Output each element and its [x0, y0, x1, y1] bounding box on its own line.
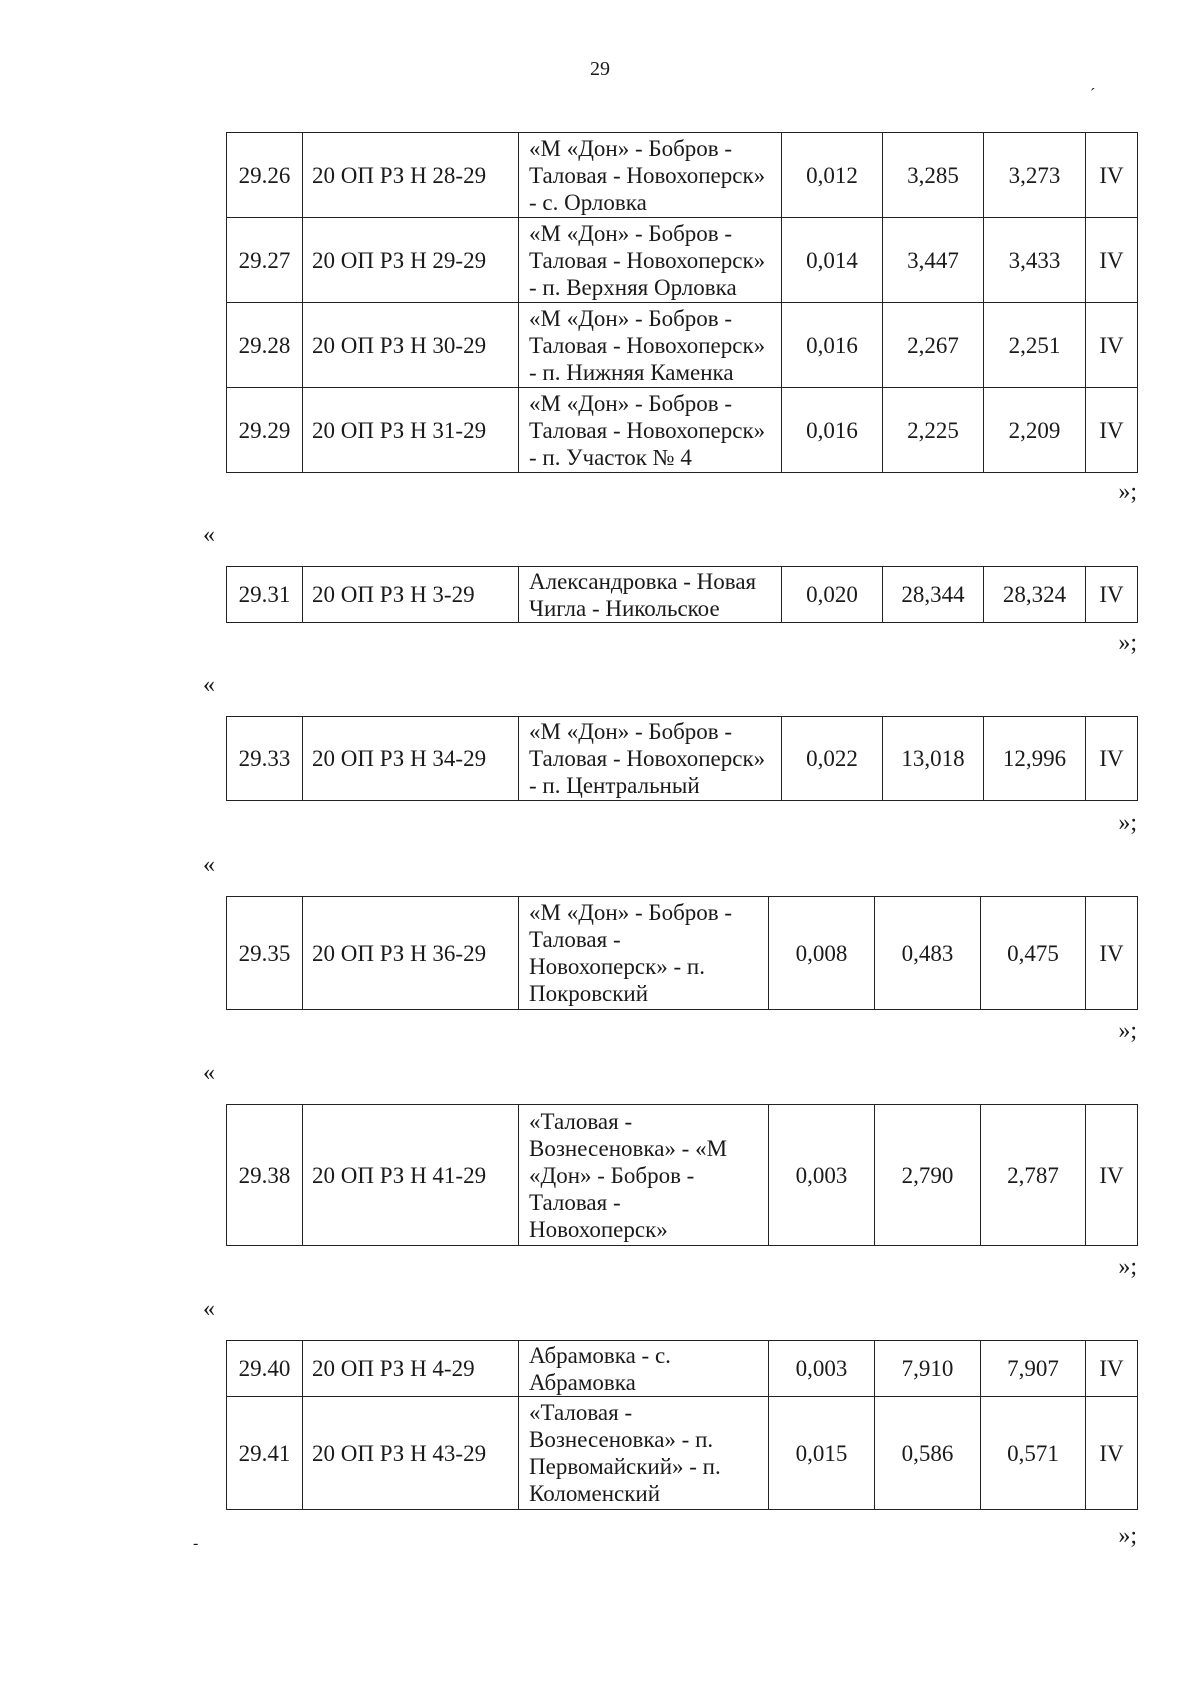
road-code: 20 ОП РЗ Н 29-29: [303, 218, 519, 303]
value-cell: 3,285: [883, 133, 984, 218]
road-name: Абрамовка - с. Абрамовка: [519, 1341, 769, 1397]
opening-quote: «: [203, 852, 215, 878]
table-row: [227, 133, 1138, 218]
row-number: 29.26: [227, 133, 303, 218]
road-name: «М «Дон» - Бобров - Таловая - Новохоперск» - п. Верхняя Орловка: [519, 218, 782, 303]
value-cell: 2,790: [875, 1105, 981, 1246]
closing-quote: »;: [1118, 1018, 1137, 1044]
value-cell: 13,018: [883, 717, 984, 801]
road-code: 20 ОП РЗ Н 41-29: [303, 1105, 519, 1246]
road-name: «Таловая - Вознесеновка» - п. Первомайский» - п. Коломенский: [519, 1397, 769, 1510]
value-cell: 0,022: [782, 717, 883, 801]
closing-quote: »;: [1118, 479, 1137, 505]
row-number: 29.38: [227, 1105, 303, 1246]
category-cell: IV: [1086, 388, 1138, 473]
table-row: [227, 897, 1138, 1010]
category-cell: IV: [1086, 717, 1138, 801]
category-cell: IV: [1086, 567, 1138, 623]
value-cell: 7,910: [875, 1341, 981, 1397]
closing-quote: »;: [1118, 630, 1137, 656]
closing-quote: »;: [1118, 810, 1137, 836]
value-cell: 2,267: [883, 303, 984, 388]
value-cell: 3,433: [984, 218, 1086, 303]
road-table: [226, 566, 1138, 623]
road-code: 20 ОП РЗ Н 28-29: [303, 133, 519, 218]
road-name: «М «Дон» - Бобров - Таловая - Новохоперск» - п. Покровский: [519, 897, 769, 1010]
road-name: «М «Дон» - Бобров - Таловая - Новохоперск» - п. Центральный: [519, 717, 782, 801]
road-code: 20 ОП РЗ Н 31-29: [303, 388, 519, 473]
road-code: 20 ОП РЗ Н 36-29: [303, 897, 519, 1010]
row-number: 29.40: [227, 1341, 303, 1397]
category-cell: IV: [1086, 218, 1138, 303]
row-number: 29.27: [227, 218, 303, 303]
opening-quote: «: [203, 1060, 215, 1086]
page-number: 29: [590, 58, 610, 80]
category-cell: IV: [1086, 897, 1138, 1010]
road-table: [226, 896, 1138, 1010]
value-cell: 28,324: [984, 567, 1086, 623]
value-cell: 0,571: [981, 1397, 1086, 1510]
table-row: [227, 567, 1138, 623]
value-cell: 2,251: [984, 303, 1086, 388]
road-code: 20 ОП РЗ Н 3-29: [303, 567, 519, 623]
value-cell: 0,003: [769, 1105, 875, 1246]
road-name: Александровка - Новая Чигла - Никольское: [519, 567, 782, 623]
opening-quote: «: [203, 522, 215, 548]
category-cell: IV: [1086, 1397, 1138, 1510]
opening-quote: «: [203, 672, 215, 698]
road-name: «М «Дон» - Бобров - Таловая - Новохоперск» - с. Орловка: [519, 133, 782, 218]
table-row: [227, 388, 1138, 473]
value-cell: 3,447: [883, 218, 984, 303]
closing-quote: »;: [1118, 1523, 1137, 1549]
value-cell: 0,020: [782, 567, 883, 623]
value-cell: 0,008: [769, 897, 875, 1010]
road-name: «Таловая - Вознесеновка» - «М «Дон» - Бобров - Таловая - Новохоперск»: [519, 1105, 769, 1246]
value-cell: 2,225: [883, 388, 984, 473]
table-row: [227, 1397, 1138, 1510]
value-cell: 2,209: [984, 388, 1086, 473]
category-cell: IV: [1086, 303, 1138, 388]
road-code: 20 ОП РЗ Н 30-29: [303, 303, 519, 388]
road-table: [226, 1340, 1138, 1510]
road-table: [226, 1104, 1138, 1246]
value-cell: 0,016: [782, 303, 883, 388]
table-row: [227, 218, 1138, 303]
road-code: 20 ОП РЗ Н 34-29: [303, 717, 519, 801]
value-cell: 0,016: [782, 388, 883, 473]
road-table: [226, 716, 1138, 801]
road-code: 20 ОП РЗ Н 43-29: [303, 1397, 519, 1510]
table-row: [227, 1341, 1138, 1397]
stray-mark: ´: [1090, 86, 1096, 103]
value-cell: 12,996: [984, 717, 1086, 801]
value-cell: 0,014: [782, 218, 883, 303]
row-number: 29.33: [227, 717, 303, 801]
row-number: 29.31: [227, 567, 303, 623]
value-cell: 3,273: [984, 133, 1086, 218]
row-number: 29.29: [227, 388, 303, 473]
value-cell: 0,003: [769, 1341, 875, 1397]
value-cell: 0,586: [875, 1397, 981, 1510]
value-cell: 0,015: [769, 1397, 875, 1510]
table-row: [227, 303, 1138, 388]
value-cell: 2,787: [981, 1105, 1086, 1246]
road-code: 20 ОП РЗ Н 4-29: [303, 1341, 519, 1397]
category-cell: IV: [1086, 1341, 1138, 1397]
row-number: 29.41: [227, 1397, 303, 1510]
opening-quote: «: [203, 1296, 215, 1322]
category-cell: IV: [1086, 133, 1138, 218]
row-number: 29.28: [227, 303, 303, 388]
value-cell: 0,012: [782, 133, 883, 218]
value-cell: 7,907: [981, 1341, 1086, 1397]
table-row: [227, 717, 1138, 801]
table-row: [227, 1105, 1138, 1246]
category-cell: IV: [1086, 1105, 1138, 1246]
road-name: «М «Дон» - Бобров - Таловая - Новохоперск» - п. Нижняя Каменка: [519, 303, 782, 388]
road-table: [226, 132, 1138, 473]
stray-dash: -: [193, 1535, 199, 1552]
value-cell: 28,344: [883, 567, 984, 623]
row-number: 29.35: [227, 897, 303, 1010]
value-cell: 0,483: [875, 897, 981, 1010]
closing-quote: »;: [1118, 1254, 1137, 1280]
value-cell: 0,475: [981, 897, 1086, 1010]
road-name: «М «Дон» - Бобров - Таловая - Новохоперск» - п. Участок № 4: [519, 388, 782, 473]
